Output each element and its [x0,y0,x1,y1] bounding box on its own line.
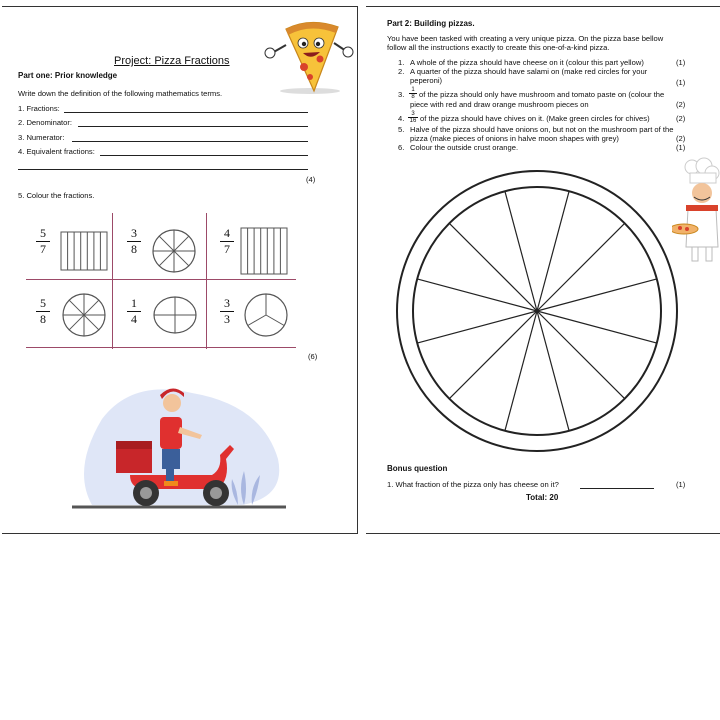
instruction-text: pizza (make pieces of onions in halve moon shapes with grey) [410,134,619,143]
fraction-label: 4 7 [220,227,234,256]
question-five: 5. Colour the fractions. [18,191,95,200]
part-two-heading: Part 2: Building pizzas. [387,19,475,28]
fraction-label: 3 3 [220,297,234,326]
instruction-text: A quarter of the pizza should have salami on (make red circles for your [410,67,648,76]
worksheet-page-two [366,6,720,534]
fraction-label: 5 8 [36,297,50,326]
rectangle-seven-parts-shape[interactable] [60,231,108,271]
intro-line: You have been tasked with creating a very unique pizza. On the pizza base bellow [387,34,664,43]
circle-eight-parts-shape[interactable] [60,291,108,339]
instruction-number: 1. [398,58,405,67]
instruction-text: piece with red and draw orange mushroom pieces on [410,100,589,109]
grid-divider [206,213,207,349]
instruction-number: 6. [398,143,405,152]
instruction-marks: (1) [676,58,686,67]
bonus-question: 1. What fraction of the pizza only has cheese on it? [387,480,559,489]
instruction-number: 3. [398,90,405,99]
part-one-heading: Part one: Prior knowledge [18,71,118,80]
instruction-marks: (2) [676,134,686,143]
instruction-number: 2. [398,67,405,76]
worksheet-page-one [2,6,358,534]
answer-line[interactable] [72,141,308,142]
rectangle-seven-parts-shape[interactable] [240,227,288,275]
instruction-marks: (2) [676,100,686,109]
term-equivalent-fractions: 4. Equivalent fractions: [18,147,95,156]
term-denominator: 2. Denominator: [18,118,73,127]
project-title: Project: Pizza Fractions [114,55,230,67]
instruction-marks: (1) [676,78,686,87]
answer-line[interactable] [580,488,654,489]
marks-terms: (4) [306,175,316,184]
grid-divider [112,213,113,349]
instruction-marks: (1) [676,143,686,152]
fraction-label: 1 4 [127,297,141,326]
grid-divider [26,347,296,348]
answer-line[interactable] [18,169,308,170]
inline-fraction: 1 8 [409,87,417,100]
total-marks: Total: 20 [526,493,559,502]
term-fractions: 1. Fractions: [18,104,60,113]
instruction-text: Colour the outside crust orange. [410,143,519,152]
instruction-text: peperoni) [410,76,443,85]
instruction-text: of the pizza should have chives on it. (Make green circles for chives) [420,114,650,123]
pizza-slice-mascot-icon [264,15,354,97]
pizza-base-diagram[interactable] [384,165,690,465]
fraction-label: 5 7 [36,227,50,256]
fraction-label: 3 8 [127,227,141,256]
instruction-number: 5. [398,125,405,134]
instruction-text: A whole of the pizza should have cheese on it (colour this part yellow) [410,58,644,67]
instruction-marks: (2) [676,114,686,123]
instruction-text: Write down the definition of the following mathematics terms. [18,89,223,98]
instruction-text: of the pizza should only have mushroom and tomato paste on (colour the [419,90,665,99]
answer-line[interactable] [78,126,308,127]
circle-eight-parts-shape[interactable] [150,227,198,275]
circle-three-parts-shape[interactable] [242,291,290,339]
chef-icon [672,157,720,263]
marks-fractions: (6) [308,352,318,361]
ellipse-four-parts-shape[interactable] [152,295,198,335]
delivery-scooter-icon [72,379,288,521]
grid-divider [26,279,296,280]
answer-line[interactable] [64,112,308,113]
term-numerator: 3. Numerator: [18,133,65,142]
answer-line[interactable] [100,155,308,156]
bonus-marks: (1) [676,480,686,489]
bonus-heading: Bonus question [387,464,448,473]
inline-fraction: 3 16 [409,111,417,124]
instruction-text: Halve of the pizza should have onions on, but not on the mushroom part of the [410,125,674,134]
instruction-number: 4. [398,114,405,123]
intro-line: follow all the instructions exactly to create this one-of-a-kind pizza. [387,43,610,52]
